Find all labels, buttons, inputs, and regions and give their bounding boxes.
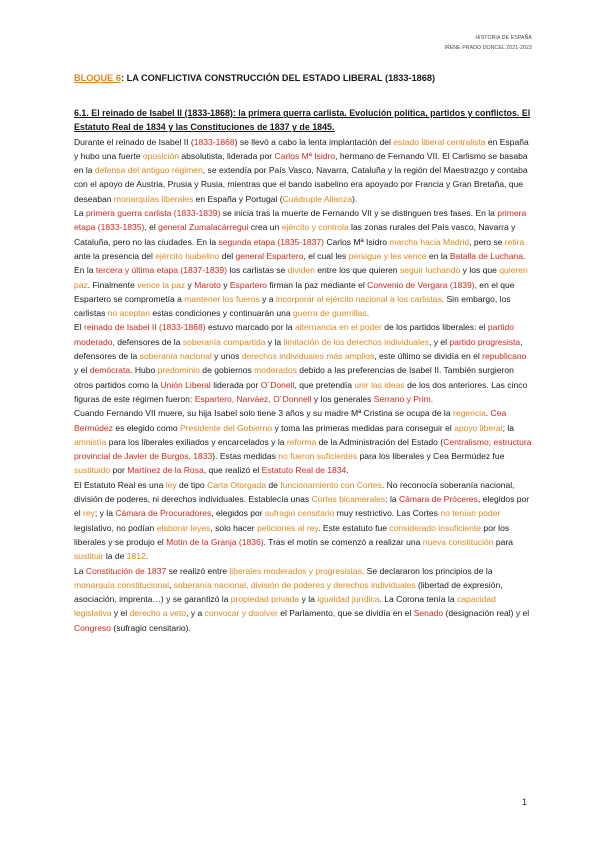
highlight-red-text: Senado [413,608,444,619]
paragraph-text: muy restrictivo. Las Cortes [334,508,441,519]
highlight-orange-text: reforma [286,436,317,447]
paragraph-text: ) se llevó a cabo la lenta implantación del [234,136,394,147]
paragraph-text: . Finalmente [87,279,138,290]
paragraph-text: , que realizó el [203,465,262,476]
highlight-orange-text: funcionamiento con Cortes [280,479,382,490]
highlight-orange-text: propiedad privada [230,594,300,605]
paragraph-text: y la [265,336,284,347]
document-body [74,106,532,635]
highlight-orange-text: defensa del antiguo régimen [94,165,203,176]
paragraph-list [74,135,532,635]
highlight-orange-text: retira [504,236,525,247]
paragraph-text: . Tras el motín se comenzó a realizar una [263,536,423,547]
highlight-red-text: Cámara de Procuradores [115,508,212,519]
highlight-orange-text: soberanía nacional [139,351,212,362]
highlight-orange-text: regencia [452,408,486,419]
paragraph-text: , y a [186,608,205,619]
highlight-orange-text: persigue y les vence [348,250,427,261]
paragraph-text: , solo hacer [210,522,257,533]
paragraph-text: de [265,479,281,490]
highlight-orange-text: ejército y controla [281,222,349,233]
highlight-orange-text: marcha hacia Madrid [389,236,470,247]
paragraph-text: Durante el reinado de Isabel II ( [74,136,194,147]
highlight-red-text: tercera y última etapa (1837-1839) [95,265,227,276]
paragraph-text: en la [426,250,450,261]
paragraph-text: . Este estatuto fue [318,522,390,533]
paragraph-text: , [169,579,174,590]
highlight-red-text: Serrano y Prim [373,393,431,404]
paragraph-text: ; y la [94,508,116,519]
paragraph-text: . [430,393,434,404]
paragraph-text: de la Administración del Estado ( [316,436,444,447]
paragraph-text: (sufragio censitario). [111,622,191,633]
paragraph-text: , el [144,222,159,233]
highlight-red-text: O´Donell [260,379,295,390]
paragraph-text: . [366,308,370,319]
highlight-red-text: partido moderado [74,322,514,347]
paragraph-text: , hermano de Fernando VII. El Carlismo se basaba en la [74,150,528,176]
paragraph-text: para [493,536,513,547]
highlight-orange-text: nueva constitución [422,536,494,547]
highlight-orange-text: igualdad jurídica [317,594,380,605]
highlight-orange-text: considerado insuficiente [389,522,482,533]
paragraph-text: se inicia tras la muerte de Fernando VII y se distinguen tres fases. En la [220,208,498,219]
highlight-orange-text: soberanía compartida [182,336,266,347]
highlight-red-text: republicano [482,351,527,362]
paragraph-text: y la [299,594,318,605]
highlight-red-text: Centralismo; estructura provincial de Javier de Burgos, 1833 [74,436,532,462]
paragraph [74,206,532,320]
highlight-orange-text: derechos individuales más amplios [241,351,375,362]
section-heading: 6.1. El reinado de Isabel II (1833-1868): la primera guerra carlista. Evolución política, partidos y conflictos. El Estatuto Real de 1834 y las Constituciones de 1837 y de 1845. [74,108,531,133]
paragraph-text: y los que [460,265,500,276]
paragraph-text: debido a las preferencias de Isabel II. También surgieron otros partidos como la [74,365,514,390]
highlight-red-text: Cea Bermúdez [74,408,507,433]
highlight-red-text: Estatuto Real de 1834 [261,465,347,476]
highlight-orange-text: estado liberal centralista [393,136,486,147]
paragraph-text: , defensores de la [74,336,523,362]
paragraph-text: de gobiernos [199,365,255,376]
highlight-orange-text: capacidad legislativa [74,594,496,619]
highlight-red-text: Carlos Mª Isidro [274,150,336,161]
highlight-orange-text: derecho a veto [129,608,187,619]
highlight-red-text: segunda etapa (1835-1837) [218,236,324,247]
paragraph-text: , elegidos por [211,508,266,519]
paragraph-text: , el cual les [303,250,349,261]
paragraph-text: La [74,208,86,219]
paragraph-text: ). Estas medidas [212,451,279,462]
paragraph-text: y a [259,293,276,304]
highlight-red-text: general Espartero [235,250,304,261]
highlight-orange-text: moderados [254,365,297,376]
highlight-red-text: Espartero [229,279,267,290]
paragraph-text: El [74,322,84,333]
highlight-orange-text: quieren paz [74,265,528,290]
highlight-orange-text: Cuádruple Alianza [282,193,352,204]
header-author: IRENE PRADO DONCEL 2021-2022 [444,45,532,51]
paragraph-text: y toma las primeras medidas para conseguir el [272,422,455,433]
paragraph-text: en España y Portugal ( [193,193,283,204]
paragraph-text: y [220,279,230,290]
paragraph-text: los carlistas se [226,265,288,276]
paragraph-text: la de [103,551,127,562]
highlight-red-text: partido progresista [449,336,521,347]
paragraph-text: , en el que Espartero se comprometía a [74,279,515,304]
highlight-orange-text: ejército Isabelino [155,250,220,261]
highlight-orange-text: Cortes bicamerales [311,494,386,505]
paragraph-text: . [145,551,149,562]
highlight-orange-text: predominio [157,365,200,376]
highlight-orange-text: incorporar al ejército nacional a los carlistas [275,293,442,304]
highlight-orange-text: vence la paz [137,279,186,290]
highlight-red-text: 1833-1868 [193,136,235,147]
highlight-orange-text: dividen [287,265,315,276]
paragraph-text: de los dos anteriores. Las cinco figuras de este régimen fueron: [74,379,528,404]
highlight-orange-text: guerra de guerrillas [293,308,367,319]
highlight-red-text: primera etapa (1833-1835) [74,208,527,233]
highlight-orange-text: alternancia en el poder [294,322,382,333]
highlight-orange-text: monarquía constitucional [74,579,170,590]
highlight-orange-text: sufragio censitario [265,508,335,519]
bloque-title [74,72,534,85]
paragraph-text: Cuando Fernando VII muere, su hija Isabel solo tiene 3 años y su madre Mª Cristina se ocupa de la [74,408,453,419]
paragraph-text: y [185,279,195,290]
paragraph-text: y el [74,365,90,376]
paragraph-text: (libertad de expresión, asociación, imprenta…) y se garantizó la [74,579,503,605]
highlight-red-text: primera guerra carlista (1833-1839) [85,208,221,219]
highlight-red-text: Convenio de Vergara (1839) [367,279,475,290]
paragraph-text: (designación real) y el [443,608,530,619]
paragraph-text: por [110,465,128,476]
highlight-orange-text: convocar y disolver [204,608,278,619]
highlight-red-text: demócrata [89,365,131,376]
highlight-orange-text: soberanía nacional, división de poderes y derechos individuales [173,579,416,590]
paragraph-text: . [485,408,491,419]
highlight-orange-text: seguir luchando [399,265,461,276]
highlight-orange-text: apoyo liberal [454,422,503,433]
highlight-red-text: Martínez de la Rosa [127,465,204,476]
paragraph-text: absolutista, liderada por [179,150,275,161]
paragraph-text: se realizó entre [166,565,230,576]
highlight-orange-text: rey [83,508,95,519]
paragraph-text: , defensores de la [112,336,183,347]
paragraph [74,135,532,206]
paragraph-text: ). [351,193,358,204]
highlight-red-text: Motín de la Granja (1836) [166,536,264,547]
paragraph-text: estuvo marcado por la [205,322,295,333]
paragraph-text: legislativo, no podían [74,522,157,533]
highlight-red-text: Congreso [74,622,112,633]
paragraph-text: El Estatuto Real es una [74,479,166,490]
highlight-orange-text: 1812 [126,551,146,562]
paragraph-text: el Parlamento, que se dividía en el [277,608,414,619]
paragraph-text: , pero se [469,236,505,247]
paragraph-text: . En la [74,250,526,276]
highlight-red-text: Maroto [194,279,221,290]
paragraph-text: ante la presencia del [74,250,156,261]
highlight-orange-text: limitación de los derechos individuales [283,336,429,347]
paragraph-text: de los partidos liberales: el [381,322,488,333]
paragraph [74,564,532,635]
highlight-orange-text: no tenían poder [440,508,501,519]
highlight-orange-text: sustituido [74,465,111,476]
paragraph-text: para los liberales exiliados y encarcelados y la [106,436,287,447]
highlight-red-text: Constitución de 1837 [85,565,167,576]
highlight-orange-text: monarquías liberales [113,193,194,204]
highlight-orange-text: amnistía [74,436,107,447]
paragraph [74,478,532,564]
page-number: 1 [521,797,527,807]
page-header [444,33,532,53]
paragraph [74,406,532,477]
highlight-orange-text: Carta Otorgada [207,479,266,490]
paragraph-text: , que pretendía [294,379,355,390]
paragraph-text: es elegido como [112,422,180,433]
paragraph-text: . La Corona tenía la [379,594,457,605]
highlight-orange-text: no aceptan [107,308,151,319]
highlight-red-text: Unión Liberal [160,379,211,390]
paragraph-text: , este último se dividía en el [374,351,483,362]
paragraph-text: ; la [502,422,514,433]
paragraph-text: en España y hubo una fuerte [74,136,529,161]
paragraph-text: : la [385,494,399,505]
highlight-orange-text: Presidente del Gobierno [179,422,273,433]
highlight-red-text: reinado de Isabel II (1833-1868) [83,322,206,333]
paragraph-text: Carlos Mª Isidro [323,236,390,247]
paragraph-text: las zonas rurales del País vasco, Navarra y Cataluña, pero no las ciudades. En la [74,222,516,247]
paragraph-text: . No reconocía soberanía nacional, división de poderes, ni derechos individuales. Establecía unas [74,479,515,505]
highlight-red-text: general Zumalacárregui [158,222,249,233]
highlight-orange-text: no fueron suficientes [278,451,358,462]
paragraph-text: estas condiciones y continuarán una [150,308,294,319]
paragraph-text: y los generales [311,393,374,404]
paragraph-text: de tipo [176,479,208,490]
paragraph-text: . Se declararon los principios de la [361,565,493,576]
paragraph-text: liderada por [210,379,261,390]
paragraph-text: del [219,250,236,261]
highlight-orange-text: unir las ideas [354,379,405,390]
paragraph [74,320,532,406]
paragraph-text: firman la paz mediante el [266,279,368,290]
paragraph-text: , elegidos por el [74,494,530,519]
paragraph-text: entre los que quieren [314,265,400,276]
highlight-orange-text: ley [165,479,177,490]
paragraph-text: y el [111,608,130,619]
paragraph-text: . Sin embargo, los carlistas [74,293,511,319]
highlight-orange-text: mantener los fueros [184,293,260,304]
paragraph-text: por los liberales y se produjo el [74,522,510,547]
paragraph-text: para los liberales y Cea Bermúdez fue [357,451,505,462]
paragraph-text: , y el [428,336,450,347]
highlight-red-text: Batalla de Luchana [449,250,524,261]
paragraph-text: y unos [211,351,242,362]
paragraph-text: . Hubo [130,365,158,376]
highlight-red-text: Espartero, Narváez, O´Donnell [194,393,312,404]
highlight-orange-text: sustituir [74,551,104,562]
highlight-orange-text: liberales moderados y progresistas [229,565,362,576]
paragraph-text: La [74,565,86,576]
highlight-orange-text: oposición [142,150,180,161]
bloque-title-text: : LA CONFLICTIVA CONSTRUCCIÓN DEL ESTADO LIBERAL (1833-1868) [120,73,436,83]
header-subject: HISTORIA DE ESPAÑA [475,35,532,41]
highlight-orange-text: elaborar leyes [156,522,211,533]
paragraph-text: crea un [248,222,282,233]
paragraph-text: . [346,465,349,476]
highlight-red-text: Cámara de Próceres [398,494,478,505]
bloque-label: BLOQUE 6 [74,73,121,83]
highlight-orange-text: peticiones al rey [256,522,319,533]
paragraph-text: , se extendía por País Vasco, Navarra, Cataluña y la región del Maestrazgo y contaba con el apoyo de Austria, Prusia y Rusia, mientras que el bando isabelino era apoyado por Francia y Gran Bretaña, que deseaban [74,165,528,204]
